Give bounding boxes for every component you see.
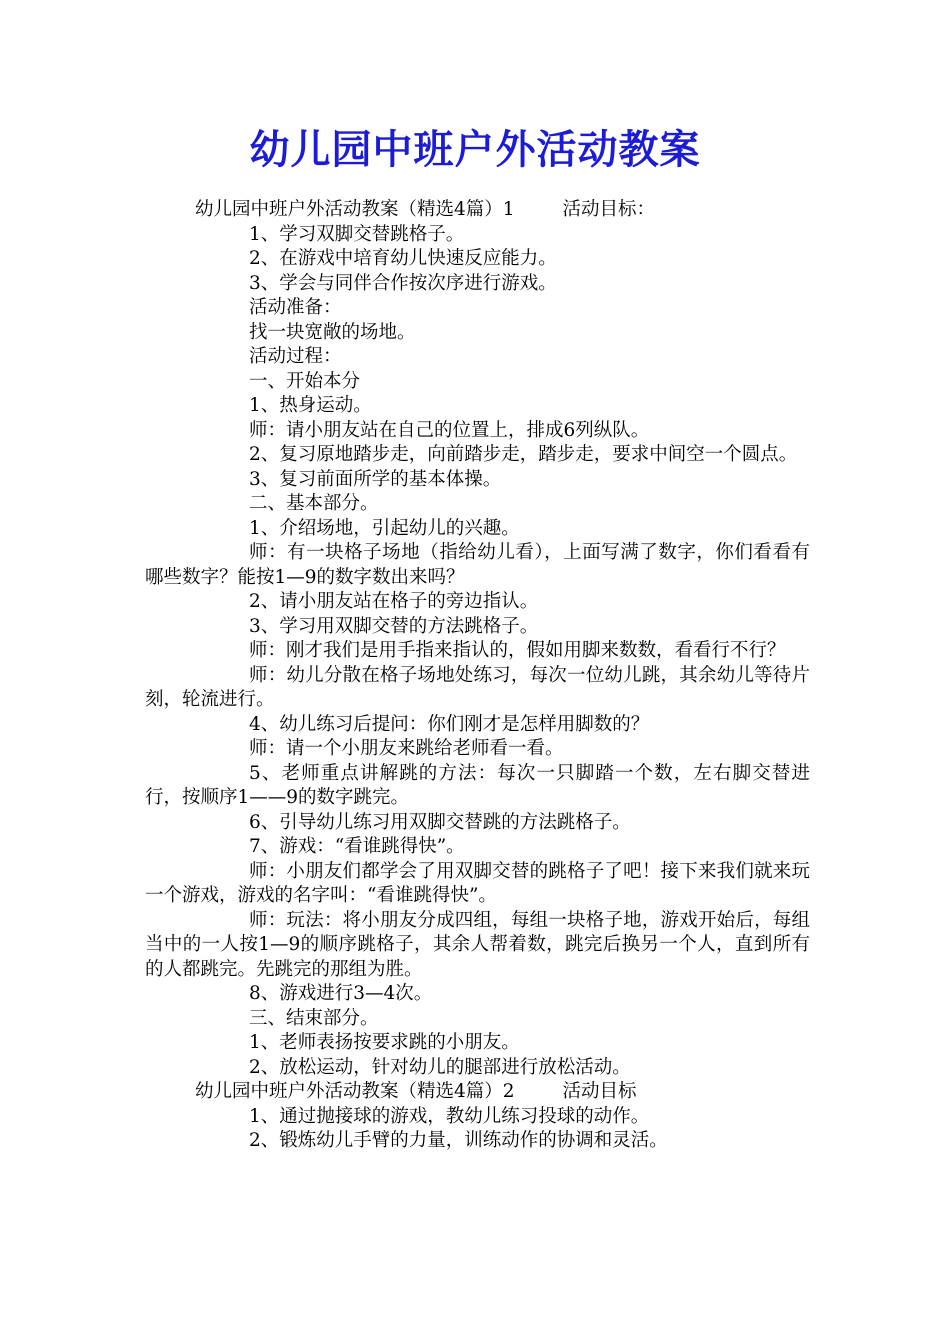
text-line: 2、在游戏中培育幼儿快速反应能力。 xyxy=(249,248,557,269)
text-line: 3、复习前面所学的基本体操。 xyxy=(249,468,502,490)
section-heading-text: 幼儿园中班户外活动教案（精选4篇）1 xyxy=(195,199,515,220)
text-line: 三、结束部分。 xyxy=(249,1007,379,1029)
text-line: 8、游戏进行3—4次。 xyxy=(249,983,433,1004)
paragraph: 师：有一块格子场地（指给幼儿看），上面写满了数字，你们看看有哪些数字？能按1—9的数字数出来吗？ xyxy=(145,542,810,588)
text-line: 3、学会与同伴合作按次序进行游戏。 xyxy=(249,272,557,294)
text-line: 1、学习双脚交替跳格子。 xyxy=(249,223,465,245)
text-line: 6、引导幼儿练习用双脚交替跳的方法跳格子。 xyxy=(249,811,631,833)
text-line: 找一块宽敞的场地。 xyxy=(249,321,416,343)
section-heading-text: 幼儿园中班户外活动教案（精选4篇）2 xyxy=(195,1081,515,1102)
section-heading-tail: 活动目标： xyxy=(562,199,656,220)
section-heading-tail: 活动目标 xyxy=(562,1081,637,1102)
text-line: 活动准备： xyxy=(249,297,342,318)
text-line: 1、介绍场地，引起幼儿的兴趣。 xyxy=(249,517,520,539)
text-line: 二、基本部分。 xyxy=(249,493,379,514)
section-heading xyxy=(145,1080,810,1105)
text-line: 1、通过抛接球的游戏，教幼儿练习投球的动作。 xyxy=(249,1105,650,1127)
text-line: 师：请一个小朋友来跳给老师看一看。 xyxy=(249,738,564,759)
text-line: 3、学习用双脚交替的方法跳格子。 xyxy=(249,615,539,637)
paragraph: 师：玩法：将小朋友分成四组，每组一块格子地，游戏开始后，每组当中的一人按1—9的顺序跳格子，其余人帮着数，跳完后换另一个人，直到所有的人都跳完。先跳完的那组为胜。 xyxy=(145,909,810,980)
text-line: 7、游戏：“看谁跳得快”。 xyxy=(249,836,465,857)
text-line: 活动过程： xyxy=(249,346,342,367)
paragraph: 师：小朋友们都学会了用双脚交替的跳格子了吧！接下来我们就来玩一个游戏，游戏的名字叫：“看谁跳得快”。 xyxy=(145,860,810,906)
text-line: 1、老师表扬按要求跳的小朋友。 xyxy=(249,1032,520,1053)
text-line: 2、请小朋友站在格子的旁边指认。 xyxy=(249,591,539,612)
paragraph: 2、复习原地踏步走，向前踏步走，踏步走，要求中间空一个圆点。 xyxy=(249,444,798,465)
paragraph: 师：刚才我们是用手指来指认的，假如用脚来数数，看看行不行？ xyxy=(249,640,786,661)
document-title: 幼儿园中班户外活动教案 xyxy=(249,127,701,173)
text-line: 一、开始本分 xyxy=(249,370,361,392)
text-line: 4、幼儿练习后提问：你们刚才是怎样用脚数的？ xyxy=(249,713,650,735)
document-body xyxy=(145,198,810,1154)
paragraph: 师：幼儿分散在格子场地处练习，每次一位幼儿跳，其余幼儿等待片刻，轮流进行。 xyxy=(145,664,810,710)
text-line: 2、放松运动，针对幼儿的腿部进行放松活动。 xyxy=(249,1056,631,1078)
text-line: 2、锻炼幼儿手臂的力量，训练动作的协调和灵活。 xyxy=(249,1130,668,1151)
text-line: 1、热身运动。 xyxy=(249,395,372,416)
paragraph: 5、老师重点讲解跳的方法：每次一只脚踏一个数，左右脚交替进行，按顺序1——9的数字跳完。 xyxy=(145,762,810,808)
text-line: 师：请小朋友站在自己的位置上，排成6列纵队。 xyxy=(249,419,650,441)
section-heading xyxy=(145,198,810,223)
